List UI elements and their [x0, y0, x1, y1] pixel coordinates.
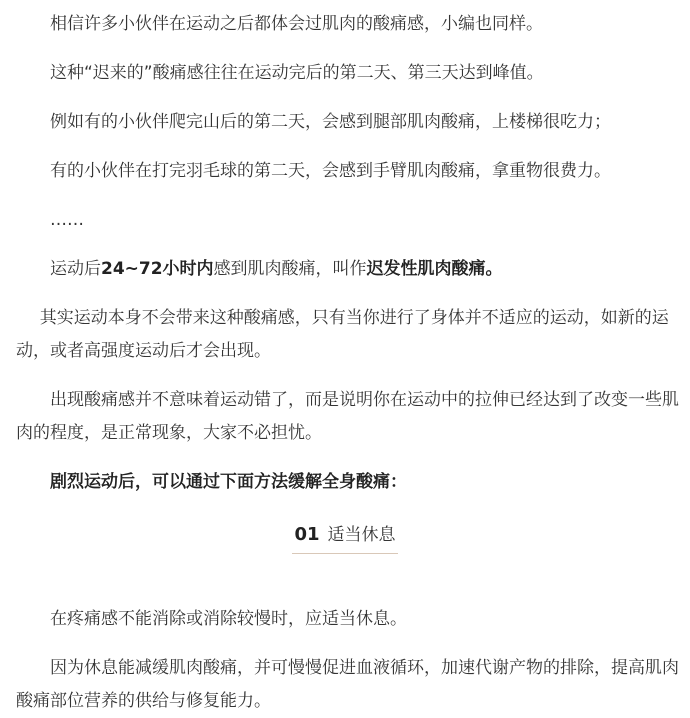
- paragraph-delayed-soreness: 这种“迟来的”酸痛感往往在运动完后的第二天、第三天达到峰值。: [50, 63, 544, 83]
- paragraph-rest-benefits: 因为休息能减缓肌肉酸痛，并可慢慢促进血液循环，加速代谢产物的排除，提高肌肉酸痛部位营养的供给与修复能力。: [16, 658, 679, 711]
- section-number: 01: [294, 524, 320, 545]
- paragraph-hiking-example: 例如有的小伙伴爬完山后的第二天，会感到腿部肌肉酸痛，上楼梯很吃力；: [50, 112, 611, 132]
- paragraph-cause: 其实运动本身不会带来这种酸痛感，只有当你进行了身体并不适应的运动，如新的运动，或者高强度运动后才会出现。: [16, 308, 669, 361]
- text-segment: 运动后: [50, 259, 101, 279]
- section-heading: [0, 522, 690, 554]
- paragraph-ellipsis: ……: [50, 210, 84, 230]
- paragraph-doms-definition: [16, 253, 680, 286]
- section-title: 适当休息: [327, 525, 396, 545]
- bold-time-range: 24~72小时内: [101, 259, 214, 279]
- paragraph-relief-intro: 剧烈运动后，可以通过下面方法缓解全身酸痛：: [50, 472, 407, 492]
- section-heading-underline: [292, 522, 397, 554]
- paragraph-rest-advice: 在疼痛感不能消除或消除较慢时，应适当休息。: [50, 609, 407, 629]
- bold-term-doms: 迟发性肌肉酸痛。: [366, 259, 503, 279]
- paragraph-badminton-example: 有的小伙伴在打完羽毛球的第二天，会感到手臂肌肉酸痛，拿重物很费力。: [50, 161, 611, 181]
- paragraph-intro: 相信许多小伙伴在运动之后都体会过肌肉的酸痛感，小编也同样。: [50, 14, 543, 34]
- paragraph-normal-phenomenon: 出现酸痛感并不意味着运动错了，而是说明你在运动中的拉伸已经达到了改变一些肌肉的程度，是正常现象，大家不必担忧。: [16, 390, 679, 443]
- text-segment: 感到肌肉酸痛，叫作: [213, 259, 367, 279]
